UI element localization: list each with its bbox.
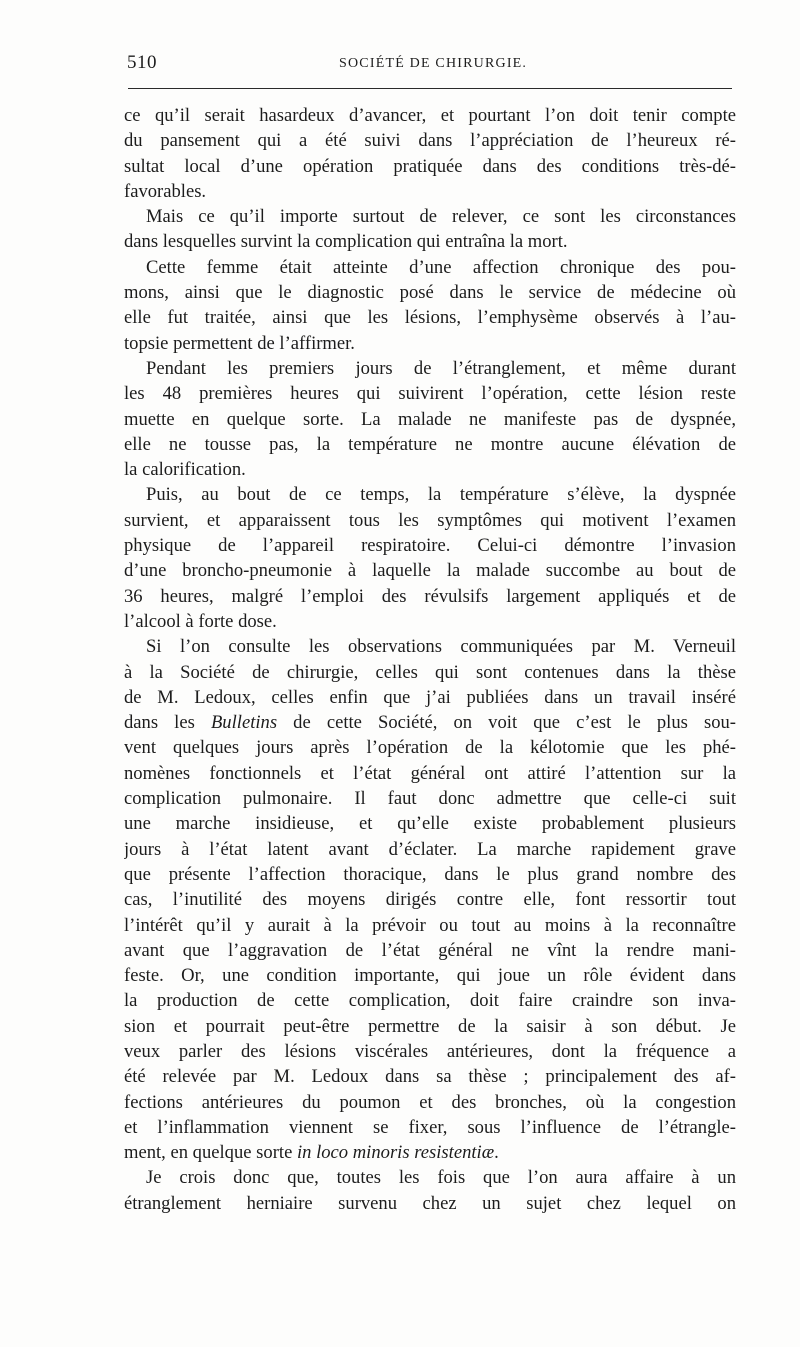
text-line: du pansement qui a été suivi dans l’appréciation de l’heureux ré- [124,130,736,152]
text-line: une marche insidieuse, et qu’elle existe probablement plusieurs [124,813,736,835]
paragraph-6 [124,634,736,1165]
text-line: été relevée par M. Ledoux dans sa thèse ; principalement des af- [124,1066,736,1088]
paragraph-5 [124,482,736,634]
text-line: étranglement herniaire survenu chez un sujet chez lequel on [124,1192,736,1214]
text-line: l’intérêt qu’il y aurait à la prévoir ou tout au moins à la reconnaître [124,914,736,936]
text-line: à la Société de chirurgie, celles qui sont contenues dans la thèse [124,661,736,683]
text-line: muette en quelque sorte. La malade ne manifeste pas de dyspnée, [124,408,736,430]
text-line: avant que l’aggravation de l’état général ne vînt la rendre mani- [124,939,736,961]
text-line-with-italic [124,1140,736,1165]
paragraph-2 [124,204,736,255]
text-line: sultat local d’une opération pratiquée dans des conditions très-dé- [124,155,736,177]
text-line: ce qu’il serait hasardeux d’avancer, et pourtant l’on doit tenir compte [124,105,736,126]
page-number: 510 [127,52,157,73]
text-line: veux parler des lésions viscérales antérieures, dont la fréquence a [124,1040,736,1062]
text-line: la calorification. [124,459,246,481]
text-line: que présente l’affection thoracique, dans le plus grand nombre des [124,863,736,885]
text-line: et l’inflammation viennent se fixer, sous l’influence de l’étrangle- [124,1116,736,1138]
text-line: Mais ce qu’il importe surtout de relever, ce sont les circonstances [146,206,736,228]
text-line: elle ne tousse pas, la température ne montre aucune élévation de [124,433,736,455]
text-line: l’alcool à forte dose. [124,610,277,632]
text-line: topsie permettent de l’affirmer. [124,332,355,354]
text-line: Si l’on consulte les observations communiquées par M. Verneuil [146,636,736,658]
text-line: jours à l’état latent avant d’éclater. La marche rapidement grave [124,838,736,860]
header-rule [128,88,732,89]
paragraph-7 [124,1165,736,1216]
text-segment: . [494,1142,499,1164]
text-line: vent quelques jours après l’opération de la kélotomie que les phé- [124,737,736,759]
text-line: elle fut traitée, ainsi que les lésions, l’emphysème observés à l’au- [124,307,736,329]
text-line: dans lesquelles survint la complication qui entraîna la mort. [124,231,568,253]
text-line: Je crois donc que, toutes les fois que l’on aura affaire à un [146,1167,736,1189]
text-line: Puis, au bout de ce temps, la température s’élève, la dyspnée [146,484,736,506]
text-line: survient, et apparaissent tous les symptômes qui motivent l’examen [124,509,736,531]
paragraph-4 [124,356,736,482]
text-line-with-italic [124,710,736,735]
page-header [124,52,736,78]
text-line: les 48 premières heures qui suivirent l’opération, cette lésion reste [124,383,736,405]
text-line: Pendant les premiers jours de l’étranglement, et même durant [146,357,736,379]
text-line: 36 heures, malgré l’emploi des révulsifs largement appliqués et de [124,585,736,607]
text-line: feste. Or, une condition importante, qui joue un rôle évident dans [124,965,736,987]
italic-title: Bulletins [210,712,278,734]
text-line: de M. Ledoux, celles enfin que j’ai publiées dans un travail inséré [124,686,736,708]
italic-latin-phrase: in loco minoris resistentiæ [296,1142,495,1164]
running-head: SOCIÉTÉ DE CHIRURGIE. [339,56,528,71]
paragraph-3 [124,255,736,356]
text-line: complication pulmonaire. Il faut donc admettre que celle-ci suit [124,788,736,810]
body-text [124,103,736,1216]
text-line: Cette femme était atteinte d’une affection chronique des pou- [146,256,736,278]
text-line: la production de cette complication, doit faire craindre son inva- [124,990,736,1012]
text-segment: de cette Société, on voit que c’est le plus sou- [277,712,736,734]
text-line: cas, l’inutilité des moyens dirigés contre elle, font ressortir tout [124,889,736,911]
text-line: physique de l’appareil respiratoire. Celui-ci démontre l’invasion [124,535,736,557]
text-line: d’une broncho-pneumonie à laquelle la malade succombe au bout de [124,560,736,582]
text-segment: dans les [124,712,211,734]
text-line: favorables. [124,180,207,202]
text-segment: ment, en quelque sorte [124,1142,297,1164]
paragraph-1 [124,103,736,204]
text-line: fections antérieures du poumon et des bronches, où la congestion [124,1091,736,1113]
text-line: nomènes fonctionnels et l’état général ont attiré l’attention sur la [124,762,736,784]
text-line: sion et pourrait peut-être permettre de la saisir à son début. Je [124,1015,736,1037]
text-line: mons, ainsi que le diagnostic posé dans le service de médecine où [124,282,736,304]
